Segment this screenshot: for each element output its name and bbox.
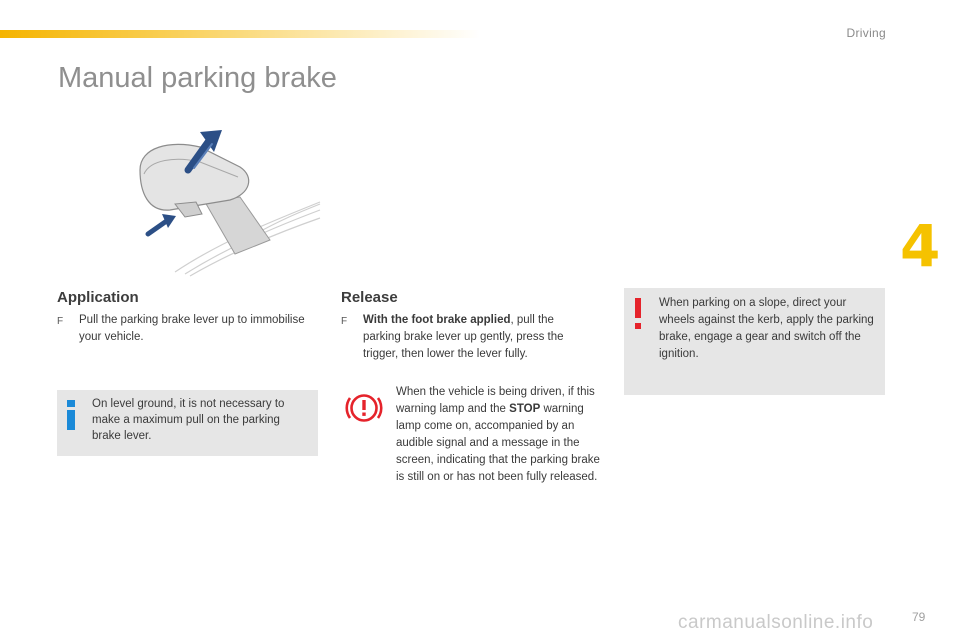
info-icon	[67, 400, 75, 430]
warning-lamp-text	[396, 384, 606, 486]
watermark: carmanualsonline.info	[678, 612, 874, 633]
lamp-text-stop: STOP	[509, 403, 541, 415]
release-bullet-rest: , pull the parking brake lever up gently, press the trigger, then lower the lever fully.	[363, 314, 564, 360]
chapter-number: 4	[900, 212, 941, 280]
bullet-symbol: F	[57, 316, 64, 327]
release-bullet-bold: With the foot brake applied	[363, 314, 511, 326]
application-bullet-text: Pull the parking brake lever up to immobilise your vehicle.	[79, 314, 305, 343]
slope-warning-text: When parking on a slope, direct your wheels against the kerb, apply the parking brake, engage a gear and switch off the ignition.	[659, 297, 874, 360]
info-note-text: On level ground, it is not necessary to make a maximum pull on the parking brake lever.	[92, 398, 285, 442]
release-bullet-text	[363, 312, 591, 363]
section-label: Driving	[846, 26, 886, 40]
page-number: 79	[912, 610, 926, 624]
parking-brake-lever-illustration	[130, 122, 325, 277]
application-bullet	[57, 312, 307, 346]
slope-warning-box	[624, 288, 885, 395]
release-heading: Release	[341, 289, 398, 306]
info-note-box	[57, 390, 318, 456]
release-bullet	[341, 312, 591, 363]
exclamation-icon	[634, 298, 642, 330]
header-accent-bar	[0, 30, 480, 38]
brake-warning-lamp-icon	[344, 388, 384, 428]
bullet-symbol: F	[341, 316, 348, 327]
application-heading: Application	[57, 289, 139, 306]
lamp-text-after: warning lamp come on, accompanied by an audible signal and a message in the screen, indicating that the parking brake is still on or has not been fully released.	[396, 403, 600, 483]
page-title: Manual parking brake	[58, 62, 337, 94]
lamp-text-before: When the vehicle is being driven, if this warning lamp and the	[396, 386, 595, 415]
